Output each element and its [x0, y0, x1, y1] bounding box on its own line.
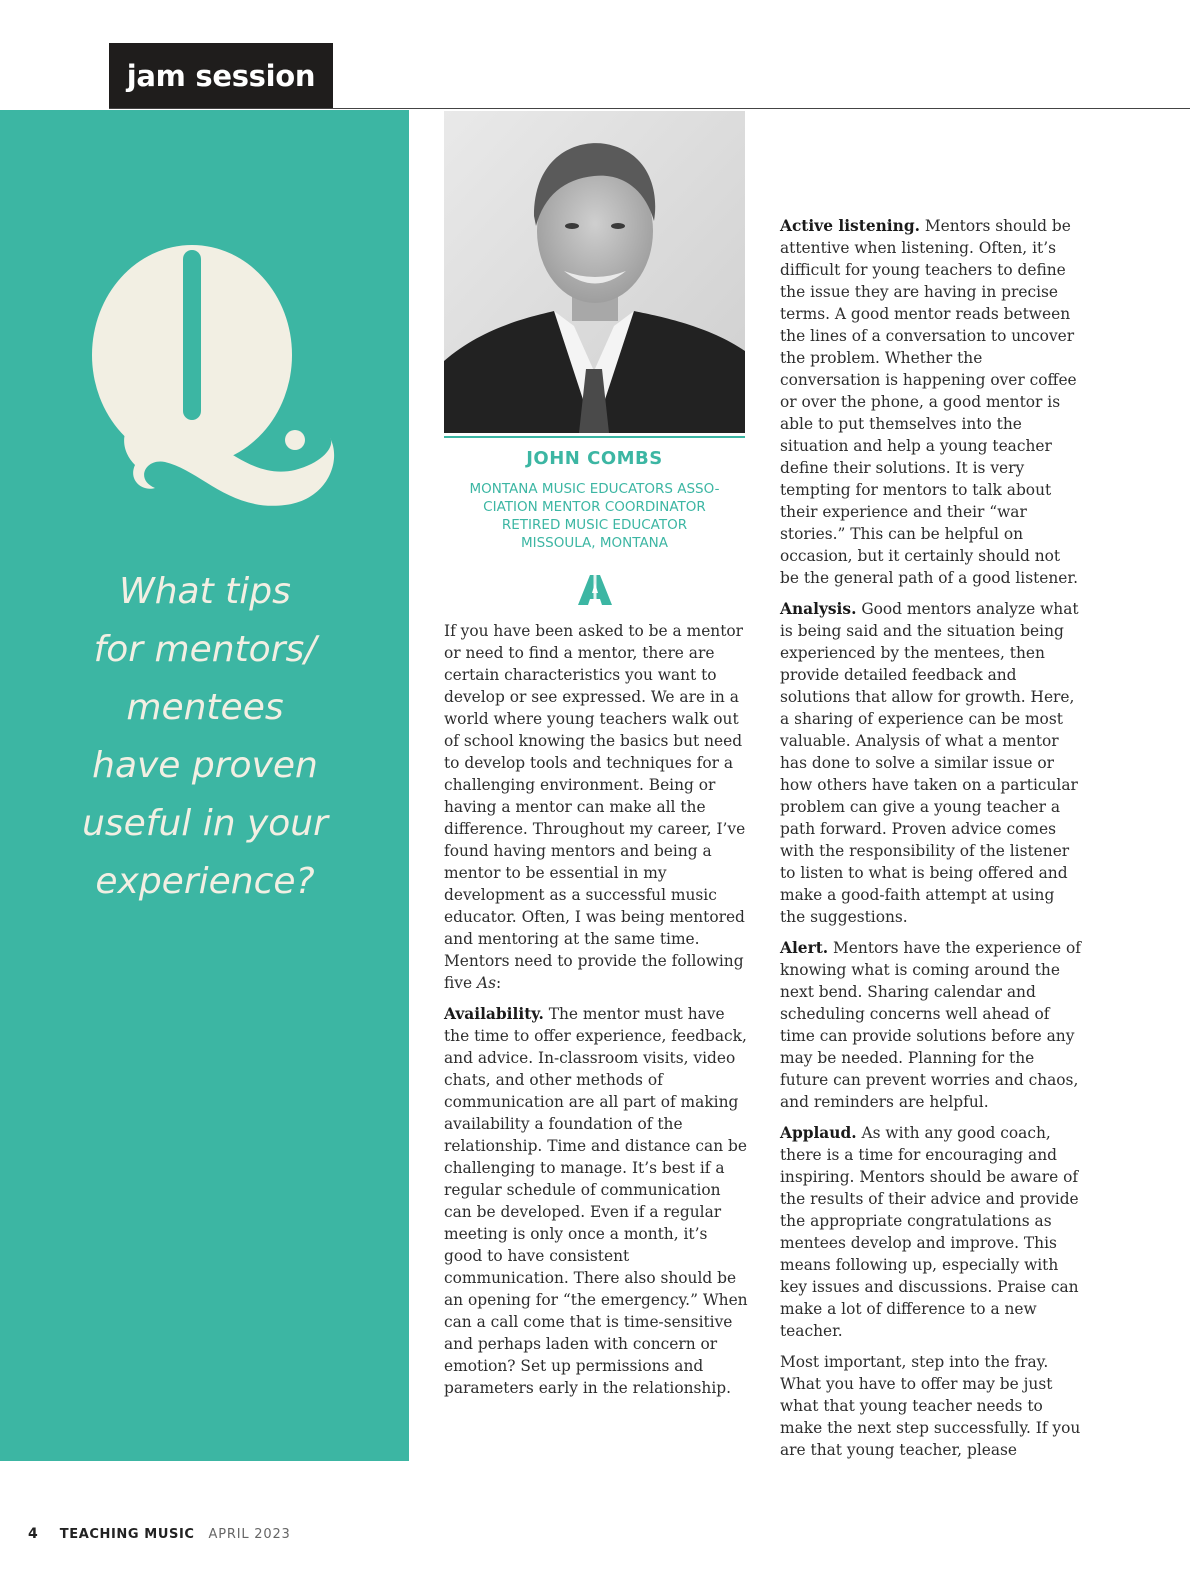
section-heading: Analysis. [780, 600, 857, 618]
question-line: for mentors/ [93, 629, 317, 670]
question-text [40, 563, 370, 911]
answer-section [780, 215, 1082, 589]
question-line: mentees [126, 687, 284, 728]
answer-section [780, 598, 1082, 928]
person-title-line: MONTANA MUSIC EDUCATORS ASSO- [469, 481, 720, 497]
section-text: As with any good coach, there is a time for encouraging and inspiring. Mentors should be aware of the results of their advice and provide the appropriate congratulations as mentees develop and improve. This means following up, especially with key issues and discussions. Praise can make a lot of difference to a new teacher. [780, 1124, 1079, 1340]
person-title [444, 480, 745, 552]
answer-section [780, 1122, 1082, 1342]
answer-column-1 [444, 620, 749, 1408]
page-footer [28, 1526, 291, 1542]
person-title-line: MISSOULA, MONTANA [520, 535, 669, 551]
section-text: Mentors should be attentive when listening. Often, it’s difficult for young teachers to define the issue they are having in precise terms. A good mentor reads between the lines of a conversation to uncover the problem. Whether the conversation is happening over coffee or over the phone, a good mentor is able to put themselves into the situation and help a young teacher define their solutions. It is very tempting for mentors to talk about their experience and their “war stories.” This can be helpful on occasion, but it certainly should not be the general path of a good listener. [780, 217, 1078, 587]
answer-section [780, 937, 1082, 1113]
section-heading: Applaud. [780, 1124, 857, 1142]
section-heading: Active listening. [780, 217, 920, 235]
person-title-line: CIATION MENTOR COORDINATOR [483, 499, 706, 515]
section-text: Good mentors analyze what is being said and the situation being experienced by the mentees, then provide detailed feedback and solutions that allow for growth. Here, a sharing of experience can be most valuable. Analysis of what a mentor has done to solve a similar issue or how others have taken on a particular problem can give a young teacher a path forward. Proven advice comes with the responsibility of the listener to listen to what is being offered and make a good-faith attempt at using the suggestions. [780, 600, 1079, 926]
answer-closing: Most important, step into the fray. What you have to offer may be just what that young teacher needs to make the next step successfully. If you are that young teacher, please [780, 1353, 1081, 1459]
section-heading: Alert. [780, 939, 829, 957]
photo-caption-divider [444, 436, 745, 438]
answer-intro: If you have been asked to be a mentor or need to find a mentor, there are certain characteristics you want to develop or see expressed. We are in a world where young teachers walk out of school knowing the basics but need to develop tools and techniques for a challenging environment. Being or having a mentor can make all the difference. Throughout my career, I’ve found having mentors and being a mentor to be essential in my development as a successful music educator. Often, I was being mentored and mentoring at the same time. Mentors need to provide the following five As: [444, 622, 746, 992]
section-heading: Availability. [444, 1005, 544, 1023]
person-title-line: RETIRED MUSIC EDUCATOR [501, 517, 688, 533]
section-text: The mentor must have the time to offer experience, feedback, and advice. In-classroom visits, video chats, and other methods of communication are all part of making availability a foundation of the relationship. Time and distance can be challenging to manage. It’s best if a regular schedule of communication can be developed. Even if a regular meeting is only once a month, it’s good to have consistent communication. There also should be an opening for “the emergency.” When can a call come that is time-sensitive and perhaps laden with concern or emotion? Set up permissions and parameters early in the relationship. [444, 1005, 748, 1397]
portrait-photo [444, 111, 745, 433]
header-divider [109, 108, 1190, 109]
question-line: experience? [95, 861, 315, 902]
magazine-title: TEACHING MUSIC [59, 1527, 195, 1542]
question-line: What tips [119, 571, 291, 612]
person-name: JOHN COMBS [526, 448, 663, 469]
a-letter-icon [577, 574, 613, 606]
q-letter-icon [80, 230, 350, 530]
answer-column-2 [780, 215, 1082, 1470]
issue-date: APRIL 2023 [208, 1527, 291, 1542]
question-line: have proven [92, 745, 318, 786]
question-line: useful in your [82, 803, 328, 844]
section-text: Mentors have the experience of knowing what is coming around the next bend. Sharing calendar and scheduling concerns well ahead of time can provide solutions before any may be needed. Planning for the future can prevent worries and chaos, and reminders are helpful. [780, 939, 1081, 1111]
section-tag: jam session [109, 43, 333, 109]
page-number: 4 [28, 1526, 38, 1542]
answer-section [444, 1003, 749, 1399]
